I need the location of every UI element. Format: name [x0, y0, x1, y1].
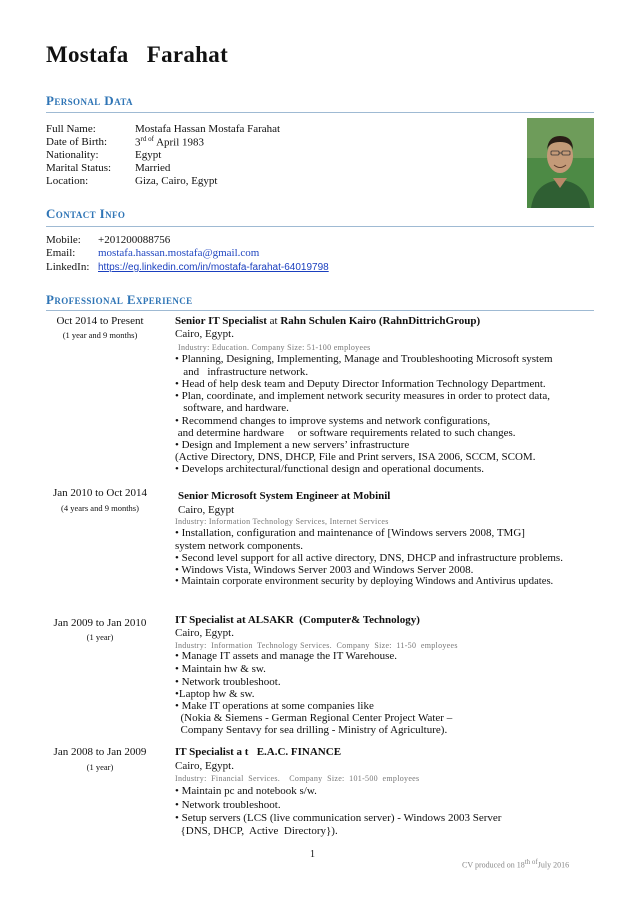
job-location: Cairo, Egypt.	[175, 627, 234, 639]
section-heading-contact: Contact Info	[46, 206, 126, 221]
job-duty-line: • Develops architectural/functional design and operational documents.	[175, 463, 484, 475]
mobile-label: Mobile:	[46, 234, 81, 246]
section-divider	[46, 310, 594, 311]
linkedin-link[interactable]: https://eg.linkedin.com/in/mostafa-farahat-64019798	[98, 262, 329, 273]
full-name-label: Full Name:	[46, 123, 96, 135]
job-duty-line: (Active Directory, DNS, DHCP, File and Print servers, ISA 2006, SCCM, SCOM.	[175, 451, 536, 463]
nationality-label: Nationality:	[46, 149, 99, 161]
job-duty-line: • Installation, configuration and maintenance of [Windows servers 2008, TMG]	[175, 527, 525, 539]
job-duration: (1 year and 9 months)	[62, 330, 138, 340]
job-duty-line: • Windows Vista, Windows Server 2003 and Windows Server 2008.	[175, 564, 474, 576]
job-industry: Industry: Information Technology Services. Company Size: 11-50 employees	[175, 641, 458, 650]
job-duty-line: (Nokia & Siemens - German Regional Center Project Water –	[175, 712, 453, 724]
job-duty-line: • Maintain pc and notebook s/w.	[175, 785, 317, 797]
linkedin-label: LinkedIn:	[46, 261, 90, 273]
job-duty-line: • Make IT operations at some companies like	[175, 700, 374, 712]
job-title: Senior Microsoft System Engineer at Mobinil	[178, 490, 391, 502]
marital-value: Married	[135, 162, 171, 174]
section-heading-experience: Professional Experience	[46, 292, 193, 307]
produced-note	[462, 858, 569, 870]
job-industry: Industry: Information Technology Services, Internet Services	[175, 517, 389, 526]
job-duty-line: • Maintain corporate environment security by deploying Windows and Antivirus updates.	[175, 576, 554, 587]
job-duty-line: • Maintain hw & sw.	[175, 663, 266, 675]
dob-day: 3	[135, 136, 141, 149]
job-duty-line: {DNS, DHCP, Active Directory}).	[175, 825, 338, 837]
job-duty-line: •Laptop hw & sw.	[175, 688, 255, 700]
job-dates: Jan 2009 to Jan 2010	[53, 617, 147, 629]
job-company: Rahn Schulen Kairo (RahnDittrichGroup)	[280, 315, 481, 327]
nationality-value: Egypt	[135, 149, 162, 161]
produced-month: July 2016	[537, 860, 570, 870]
job-industry: Industry: Financial Services. Company Size: 101-500 employees	[175, 774, 420, 783]
dob-label: Date of Birth:	[46, 136, 108, 148]
email-link[interactable]: mostafa.hassan.mostafa@gmail.com	[98, 247, 260, 259]
section-heading-personal: Personal Data	[46, 93, 133, 108]
job-at: at	[266, 315, 281, 327]
job-title: IT Specialist a t E.A.C. FINANCE	[175, 746, 342, 758]
job-duty-line: • Planning, Designing, Implementing, Manage and Troubleshooting Microsoft system	[175, 353, 553, 365]
job-dates: Oct 2014 to Present	[56, 315, 144, 327]
job-duty-line: • Head of help desk team and Deputy Director Information Technology Department.	[175, 378, 546, 390]
dob-value	[135, 135, 204, 149]
job-duty-line: • Recommend changes to improve systems and network configurations,	[175, 415, 491, 427]
job-duty-line: software, and hardware.	[175, 402, 289, 414]
job-duty-line: and determine hardware or software requirements related to such changes.	[175, 427, 516, 439]
section-divider	[46, 226, 594, 227]
profile-photo	[527, 118, 594, 208]
job-industry: Industry: Education. Company Size: 51-100 employees	[178, 343, 371, 352]
full-name-value: Mostafa Hassan Mostafa Farahat	[135, 123, 281, 135]
job-duration: (1 year)	[86, 762, 114, 772]
job-duration: (4 years and 9 months)	[61, 503, 139, 513]
job-dates: Jan 2008 to Jan 2009	[53, 746, 147, 758]
location-label: Location:	[46, 175, 89, 187]
job-duty-line: Company Sentavy for sea drilling - Ministry of Agriculture).	[175, 724, 448, 736]
job-location: Cairo, Egypt.	[175, 328, 234, 340]
location-value: Giza, Cairo, Egypt	[135, 175, 218, 187]
job-duty-line: • Second level support for all active directory, DNS, DHCP and infrastructure problems.	[175, 552, 563, 564]
marital-label: Marital Status:	[46, 162, 112, 174]
dob-month-year: April 1983	[153, 136, 205, 149]
portrait-image	[527, 118, 594, 208]
page-number: 1	[310, 849, 315, 860]
email-label: Email:	[46, 247, 76, 259]
job-duty-line: • Network troubleshoot.	[175, 676, 281, 688]
mobile-value: +201200088756	[98, 234, 171, 246]
dob-suffix: rd of	[140, 135, 154, 143]
produced-suffix: th of	[524, 858, 538, 866]
produced-date: CV produced on 18	[462, 860, 525, 870]
job-location: Cairo, Egypt	[178, 504, 235, 516]
job-duration: (1 year)	[86, 632, 114, 642]
job-duty-line: • Network troubleshoot.	[175, 799, 281, 811]
job-role: Senior IT Specialist	[175, 315, 267, 327]
job-title	[175, 315, 480, 327]
cv-name: Mostafa Farahat	[46, 42, 229, 67]
job-duty-line: • Plan, coordinate, and implement network security measures in order to protect data,	[175, 390, 550, 402]
job-duty-line: • Manage IT assets and manage the IT Warehouse.	[175, 650, 397, 662]
section-divider	[46, 112, 594, 113]
job-duty-line: system network components.	[175, 540, 304, 552]
job-location: Cairo, Egypt.	[175, 760, 234, 772]
job-dates: Jan 2010 to Oct 2014	[52, 487, 148, 499]
job-duty-line: • Design and Implement a new servers’ infrastructure	[175, 439, 410, 451]
job-title: IT Specialist at ALSAKR (Computer& Technology)	[175, 614, 420, 626]
job-duty-line: • Setup servers (LCS (live communication server) - Windows 2003 Server	[175, 812, 502, 824]
job-duty-line: and infrastructure network.	[175, 366, 309, 378]
